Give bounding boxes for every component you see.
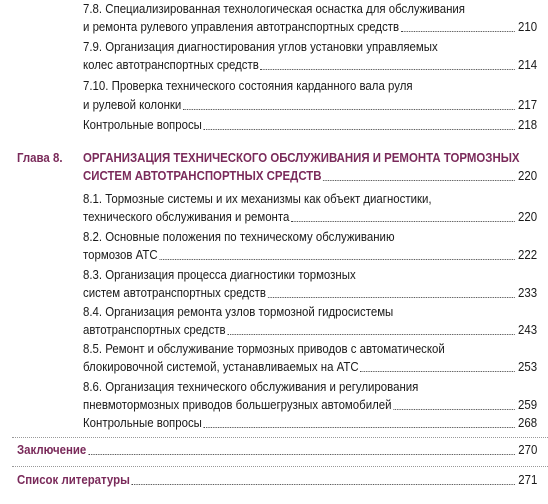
page-number: 210 xyxy=(517,19,538,34)
toc-entry-8-3-line1: 8.3. Организация процесса диагностики тормозных xyxy=(83,267,356,282)
toc-entry-7-10-line1: 7.10. Проверка технического состояния карданного вала руля xyxy=(83,78,413,93)
dot-leader xyxy=(393,409,514,410)
toc-entry-8-3[interactable]: систем автотранспортных средств 233 xyxy=(83,285,538,300)
toc-entry-8-6-line1: 8.6. Организация технического обслуживания и регулирования xyxy=(83,379,419,394)
page-number: 220 xyxy=(517,168,538,183)
dot-leader xyxy=(260,69,514,70)
page-number: 222 xyxy=(517,247,538,262)
toc-entry-7-10[interactable]: и рулевой колонки 217 xyxy=(83,97,538,112)
toc-entry-8-1[interactable]: технического обслуживания и ремонта 220 xyxy=(83,209,538,224)
page-number: 218 xyxy=(517,117,538,132)
page-number: 214 xyxy=(517,57,538,72)
toc-entry-8-2[interactable]: тормозов АТС 222 xyxy=(83,247,538,262)
toc-entry-control-questions-7[interactable]: Контрольные вопросы 218 xyxy=(83,117,538,132)
page-number: 220 xyxy=(517,209,538,224)
toc-entry-8-4-line1: 8.4. Организация ремонта узлов тормозной гидросистемы xyxy=(83,304,394,319)
chapter-label: Глава 8. xyxy=(17,150,63,165)
page-number: 268 xyxy=(517,415,538,430)
toc-entry-8-4[interactable]: автотранспортных средств 243 xyxy=(83,322,538,337)
page-number: 270 xyxy=(518,442,538,457)
dot-leader xyxy=(159,259,514,260)
dot-leader xyxy=(132,484,515,485)
page-number: 271 xyxy=(518,472,538,487)
chapter-title-line1: ОРГАНИЗАЦИЯ ТЕХНИЧЕСКОГО ОБСЛУЖИВАНИЯ И РЕМОНТА ТОРМОЗНЫХ xyxy=(83,150,520,165)
page-number: 259 xyxy=(517,397,538,412)
dot-leader xyxy=(204,129,515,130)
section-divider xyxy=(12,437,548,438)
dot-leader xyxy=(323,180,514,181)
toc-entry-8-5[interactable]: блокировочной системой, устанавливаемых на АТС 253 xyxy=(83,359,538,374)
toc-entry-references[interactable]: Список литературы 271 xyxy=(17,472,538,487)
toc-entry-8-6[interactable]: пневмотормозных приводов большегрузных автомобилей 259 xyxy=(83,397,538,412)
toc-entry-7-8[interactable]: и ремонта рулевого управления автотранспортных средств 210 xyxy=(83,19,538,34)
page-number: 233 xyxy=(517,285,538,300)
toc-entry-7-9[interactable]: колес автотранспортных средств 214 xyxy=(83,57,538,72)
dot-leader xyxy=(204,427,515,428)
page-number: 243 xyxy=(517,322,538,337)
toc-entry-8-2-line1: 8.2. Основные положения по техническому обслуживанию xyxy=(83,229,395,244)
page-number: 217 xyxy=(517,97,538,112)
toc-entry-conclusion[interactable]: Заключение 270 xyxy=(17,442,538,457)
dot-leader xyxy=(268,297,515,298)
dot-leader xyxy=(291,221,514,222)
dot-leader xyxy=(88,454,515,455)
page-number: 253 xyxy=(517,359,538,374)
dot-leader xyxy=(360,371,514,372)
toc-entry-control-questions-8[interactable]: Контрольные вопросы 268 xyxy=(83,415,538,430)
toc-entry-8-1-line1: 8.1. Тормозные системы и их механизмы как объект диагностики, xyxy=(83,191,432,206)
toc-entry-8-5-line1: 8.5. Ремонт и обслуживание тормозных приводов с автоматической xyxy=(83,341,445,356)
dot-leader xyxy=(401,31,515,32)
section-divider xyxy=(12,466,548,467)
dot-leader xyxy=(183,109,515,110)
chapter-8-heading[interactable]: СИСТЕМ АВТОТРАНСПОРТНЫХ СРЕДСТВ 220 xyxy=(83,168,538,183)
dot-leader xyxy=(227,334,514,335)
toc-entry-7-8-line1: 7.8. Специализированная технологическая оснастка для обслуживания xyxy=(83,1,466,16)
toc-entry-7-9-line1: 7.9. Организация диагностирования углов установки управляемых xyxy=(83,39,438,54)
